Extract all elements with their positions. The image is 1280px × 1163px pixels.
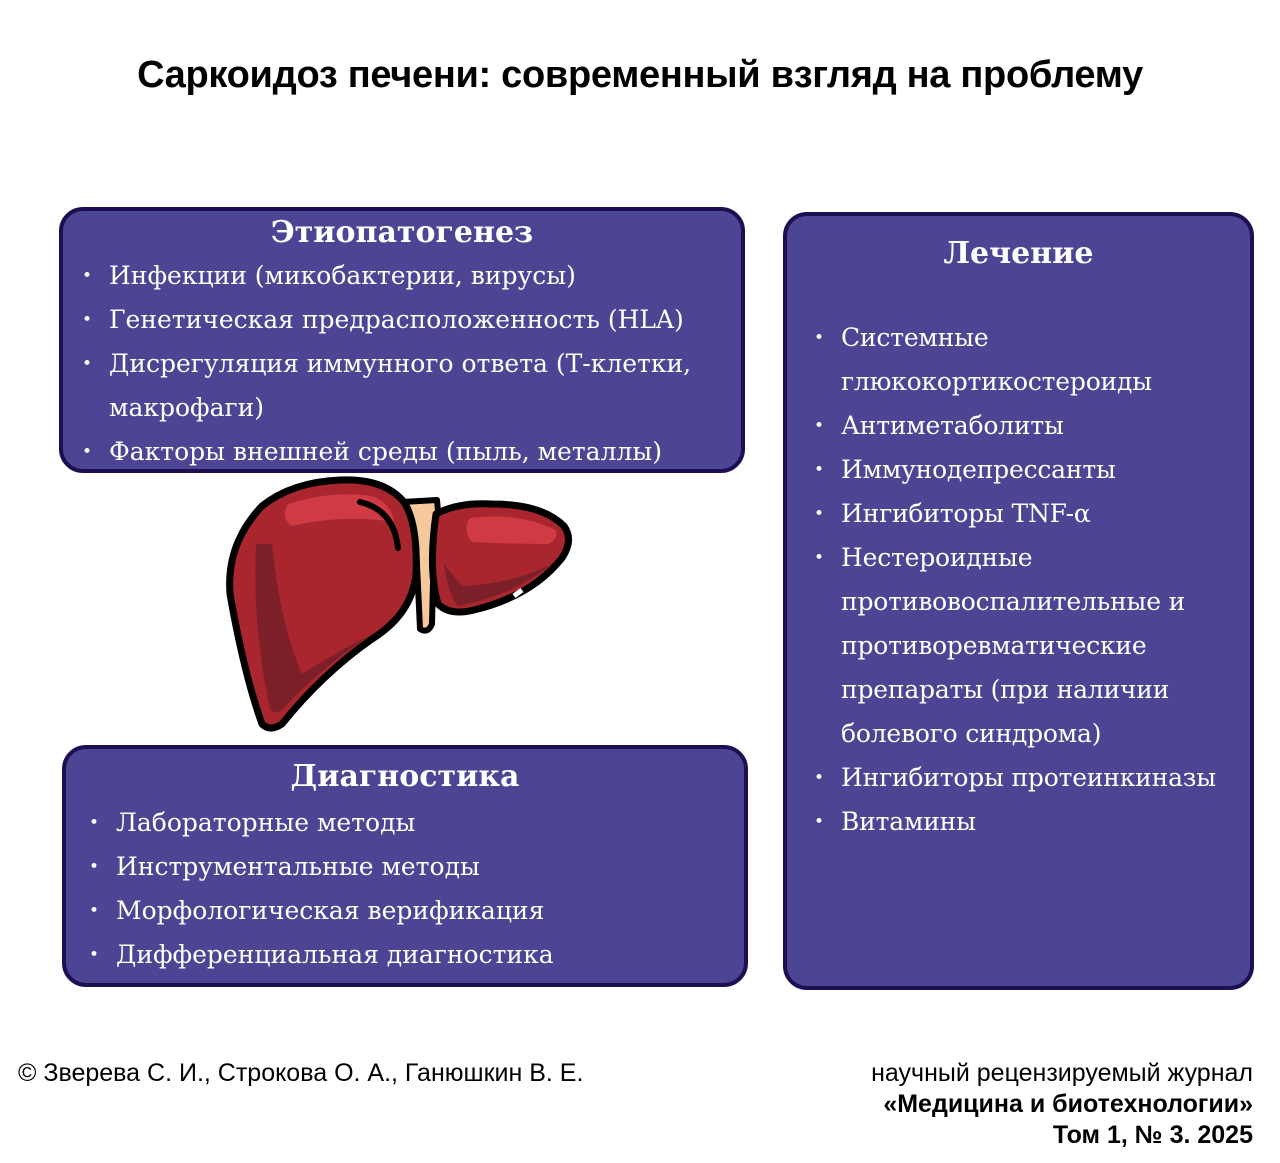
list-item: • Системные глюкокортикостероиды xyxy=(841,316,1251,404)
list-item: • Антиметаболиты xyxy=(841,404,1251,448)
diagnostics-list xyxy=(116,801,736,977)
journal-issue: Том 1, № 3. 2025 xyxy=(1052,1121,1253,1149)
list-item: • Иммунодепрессанты xyxy=(841,448,1251,492)
list-item: • Морфологическая верификация xyxy=(116,889,736,933)
list-item: • Нестероидные противовоспалительные и противоревматические препараты (при наличии болевого синдрома) xyxy=(841,536,1251,756)
list-item: • Витамины xyxy=(841,800,1251,844)
list-item: • Дисрегуляция иммунного ответа (Т-клетки, макрофаги) xyxy=(109,342,729,430)
diagnostics-heading: Диагностика xyxy=(290,759,520,794)
list-item: • Инструментальные методы xyxy=(116,845,736,889)
journal-info xyxy=(871,1058,1253,1151)
list-item: • Инфекции (микобактерии, вирусы) xyxy=(109,254,729,298)
list-item: • Факторы внешней среды (пыль, металлы) xyxy=(109,430,729,474)
list-item: • Дифференциальная диагностика xyxy=(116,933,736,977)
journal-name: «Медицина и биотехнологии» xyxy=(883,1090,1253,1118)
etiopathogenesis-list xyxy=(109,254,729,474)
list-item: • Генетическая предрасположенность (HLA) xyxy=(109,298,729,342)
list-item: • Лабораторные методы xyxy=(116,801,736,845)
diagnostics-box xyxy=(62,745,748,987)
journal-type: научный рецензируемый журнал xyxy=(871,1059,1253,1087)
treatment-heading: Лечение xyxy=(943,236,1094,271)
treatment-box xyxy=(783,212,1254,990)
etiopathogenesis-heading: Этиопатогенез xyxy=(270,215,534,250)
liver-icon xyxy=(222,474,574,736)
list-item: • Ингибиторы TNF-α xyxy=(841,492,1251,536)
list-item: • Ингибиторы протеинкиназы xyxy=(841,756,1251,800)
copyright: © Зверева С. И., Строкова О. А., Ганюшкин В. Е. xyxy=(18,1059,584,1087)
treatment-list xyxy=(841,316,1251,844)
etiopathogenesis-box xyxy=(59,207,745,473)
page-title: Саркоидоз печени: современный взгляд на проблему xyxy=(137,54,1143,96)
